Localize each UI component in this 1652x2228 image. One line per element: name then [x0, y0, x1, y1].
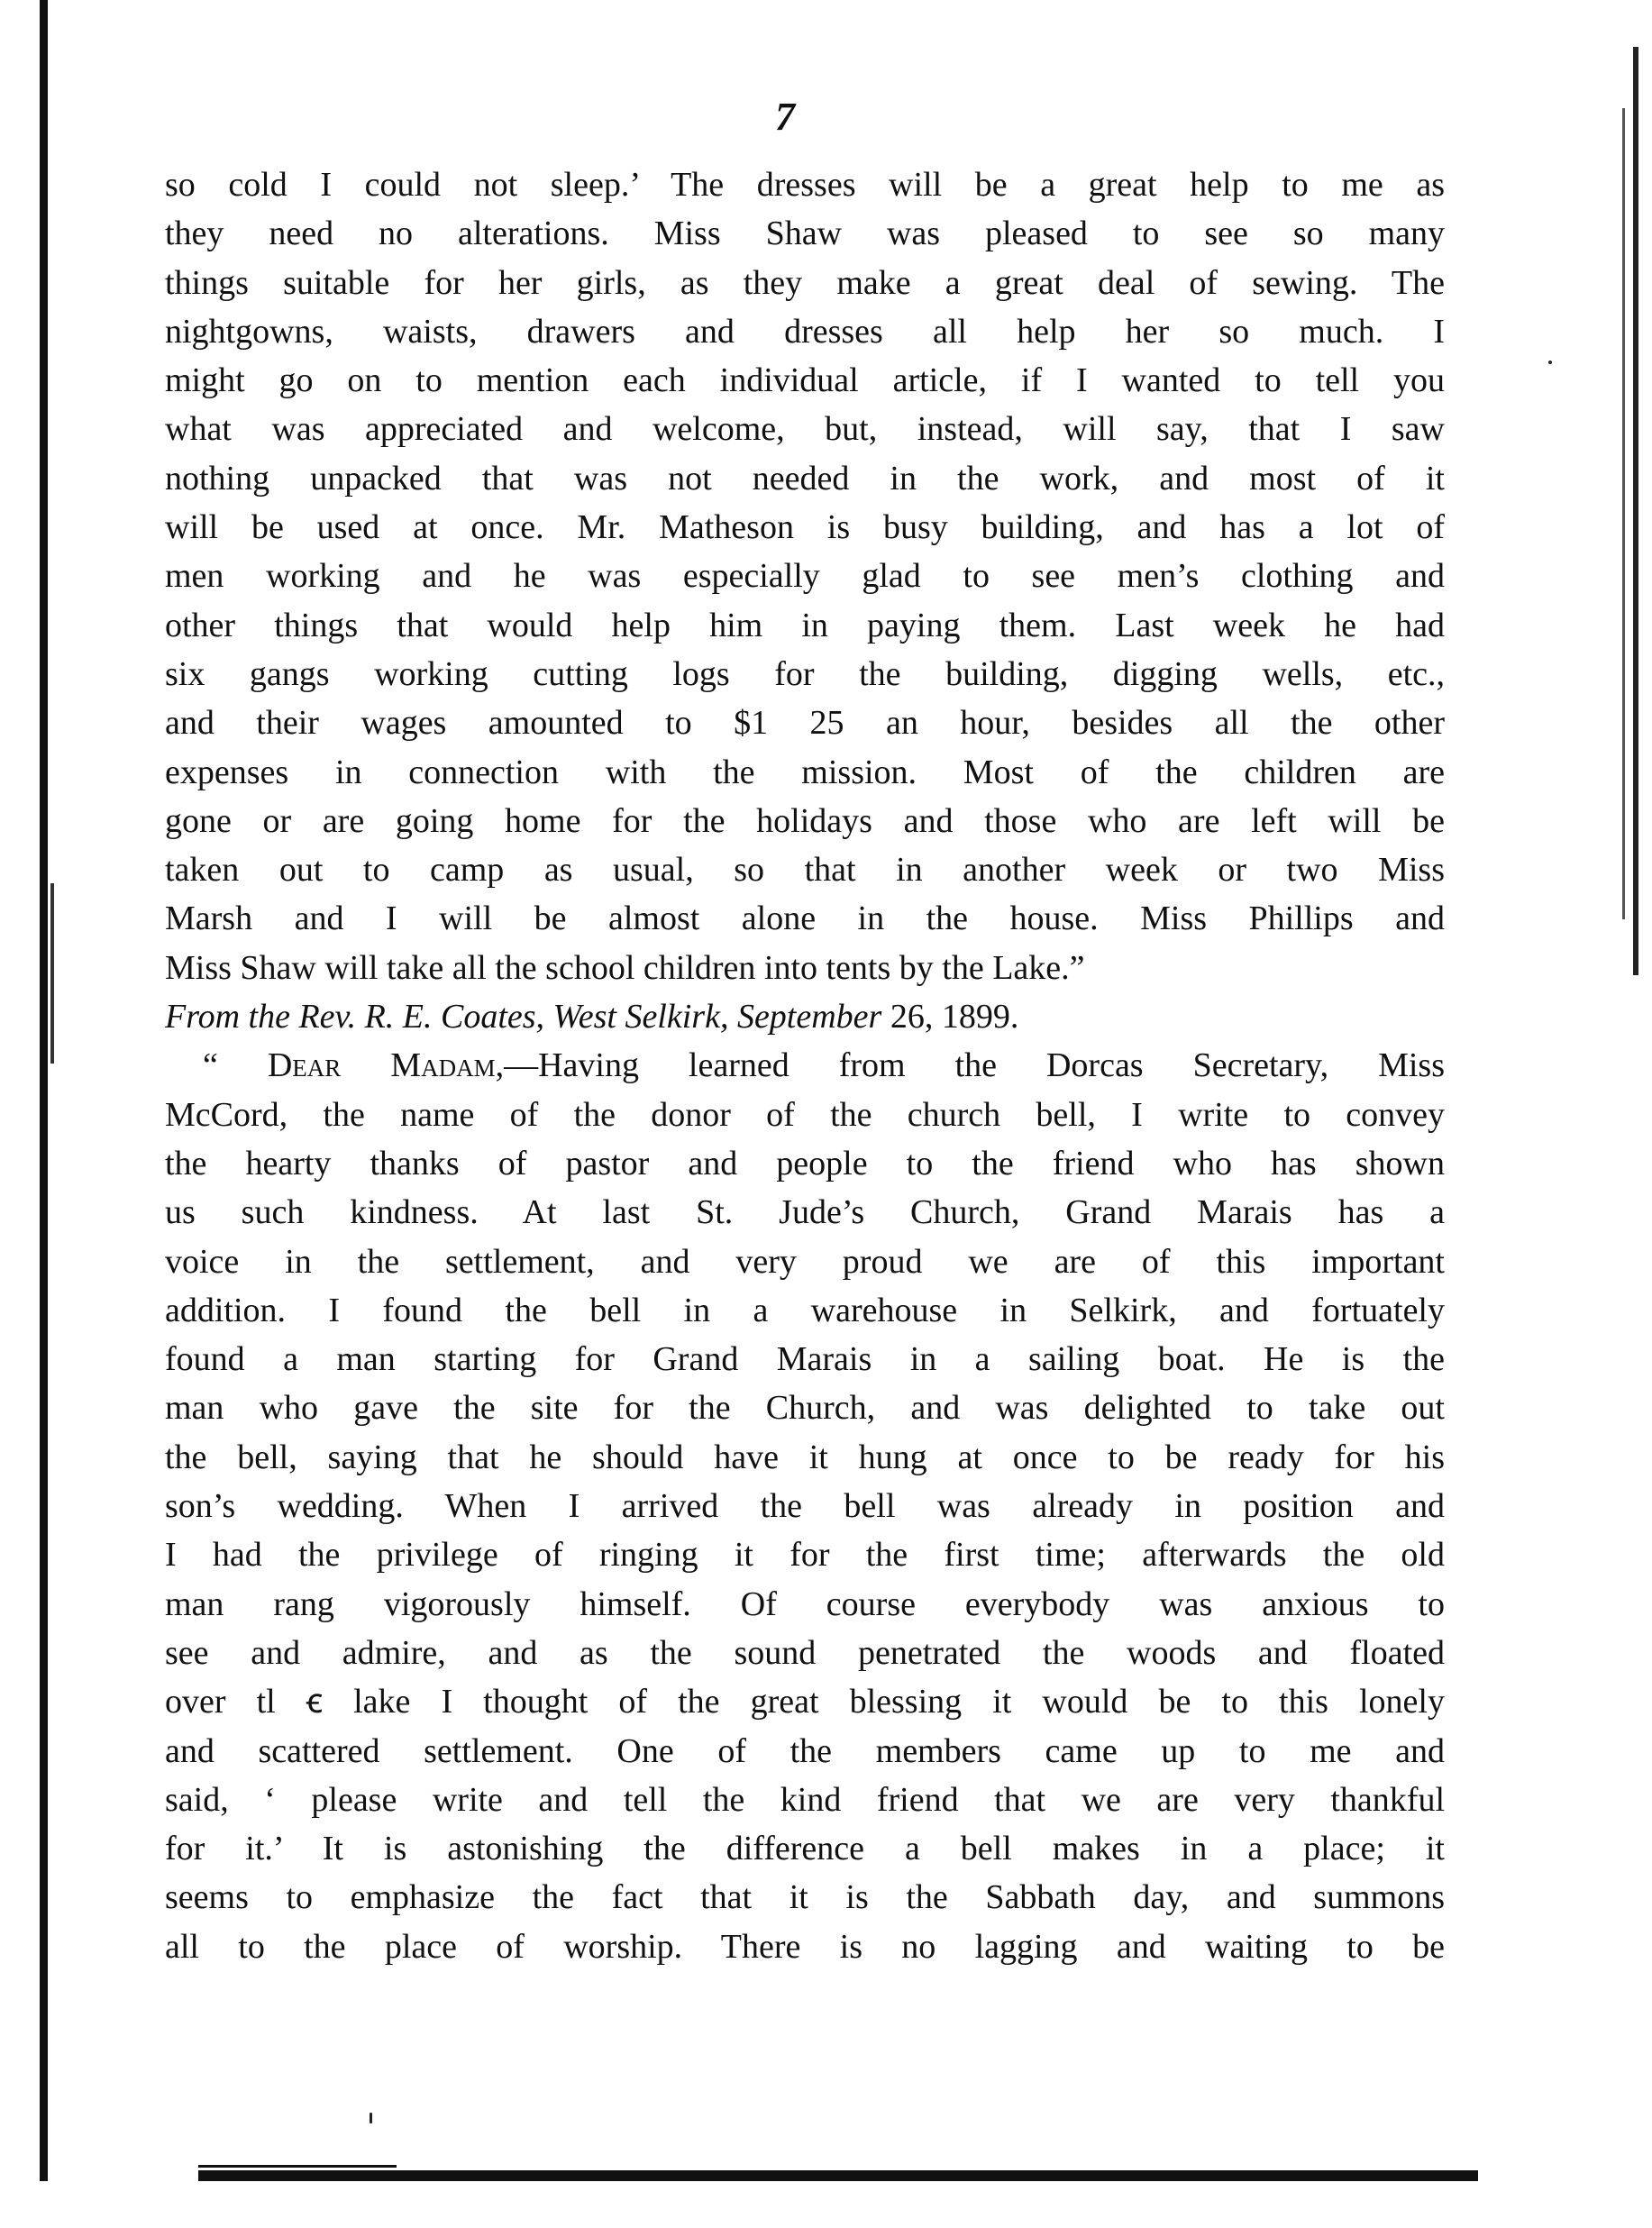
text-line: six gangs working cutting logs for the building, digging wells, etc.,: [165, 654, 1445, 693]
text-line: seems to emphasize the fact that it is the Sabbath day, and summons: [165, 1878, 1445, 1917]
text-line: Miss Shaw will take all the school children into tents by the Lake.”: [165, 948, 1085, 987]
text-line: taken out to camp as usual, so that in another week or two Miss: [165, 851, 1445, 890]
footer-rule-thin: [198, 2165, 397, 2168]
text-line: other things that would help him in paying them. Last week he had: [165, 606, 1445, 644]
text-line: us such kindness. At last St. Jude’s Church, Grand Marais has a: [165, 1193, 1445, 1232]
text-line: McCord, the name of the donor of the church bell, I write to convey: [165, 1095, 1445, 1134]
text-line: for it.’ It is astonishing the difference a bell makes in a place; it: [165, 1830, 1445, 1868]
scan-speck: [1548, 361, 1552, 364]
opening-text: —Having learned from the Dorcas Secretary, Miss: [504, 1046, 1445, 1085]
page-number: 7: [775, 95, 795, 139]
text-line: addition. I found the bell in a warehouse in Selkirk, and fortuately: [165, 1291, 1445, 1329]
scan-speck: [370, 2113, 372, 2123]
text-line: found a man starting for Grand Marais in a sailing boat. He is the: [165, 1340, 1445, 1379]
scan-edge-left: [40, 0, 48, 2181]
text-line: they need no alterations. Miss Shaw was pleased to see so many: [165, 215, 1445, 253]
body-text: [165, 160, 1445, 1971]
text-line: expenses in connection with the mission. Most of the children are: [165, 753, 1445, 791]
scan-edge-right-shadow: [1622, 108, 1625, 919]
text-line: things suitable for her girls, as they make a great deal of sewing. The: [165, 263, 1445, 302]
text-line: the hearty thanks of pastor and people to the friend who has shown: [165, 1144, 1445, 1182]
text-line: over tl ꞓ lake I thought of the great blessing it would be to this lonely: [165, 1683, 1445, 1721]
open-quote: “: [203, 1046, 268, 1085]
paragraph-letter: [165, 1041, 1445, 1971]
text-line: what was appreciated and welcome, but, instead, will say, that I saw: [165, 410, 1445, 449]
text-line: see and admire, and as the sound penetrated the woods and floated: [165, 1633, 1445, 1672]
text-line: nightgowns, waists, drawers and dresses all help her so much. I: [165, 312, 1445, 351]
scan-edge-left-shadow: [50, 883, 54, 1064]
text-line: might go on to mention each individual article, if I wanted to tell you: [165, 361, 1445, 400]
text-line: man who gave the site for the Church, and was delighted to take out: [165, 1389, 1445, 1428]
letter-byline: [165, 992, 1445, 1041]
byline-source: From the Rev. R. E. Coates, West Selkirk, September: [165, 998, 882, 1036]
text-line: will be used at once. Mr. Matheson is busy building, and has a lot of: [165, 508, 1445, 547]
text-line: nothing unpacked that was not needed in the work, and most of it: [165, 459, 1445, 498]
text-line: I had the privilege of ringing it for the first time; afterwards the old: [165, 1536, 1445, 1575]
text-line: and their wages amounted to $1 25 an hour, besides all the other: [165, 704, 1445, 743]
salutation: Dear Madam,: [267, 1046, 505, 1085]
text-line: all to the place of worship. There is no lagging and waiting to be: [165, 1927, 1445, 1966]
text-line: son’s wedding. When I arrived the bell was already in position and: [165, 1487, 1445, 1526]
text-line: men working and he was especially glad to see men’s clothing and: [165, 557, 1445, 596]
text-line: and scattered settlement. One of the members came up to me and: [165, 1731, 1445, 1770]
text-line: man rang vigorously himself. Of course everybody was anxious to: [165, 1584, 1445, 1623]
text-line: said, ‘ please write and tell the kind friend that we are very thankful: [165, 1780, 1445, 1819]
letter-opening-line: [165, 1041, 1445, 1090]
scan-edge-right: [1633, 47, 1638, 975]
text-line: so cold I could not sleep.’ The dresses will be a great help to me as: [165, 166, 1445, 204]
text-line: Marsh and I will be almost alone in the house. Miss Phillips and: [165, 899, 1445, 938]
footer-rule: [198, 2170, 1478, 2181]
text-line: gone or are going home for the holidays and those who are left will be: [165, 801, 1445, 840]
text-line: voice in the settlement, and very proud we are of this important: [165, 1242, 1445, 1281]
paragraph-first: [165, 160, 1445, 992]
text-line: the bell, saying that he should have it hung at once to be ready for his: [165, 1438, 1445, 1476]
byline-date: 26, 1899.: [881, 998, 1019, 1036]
